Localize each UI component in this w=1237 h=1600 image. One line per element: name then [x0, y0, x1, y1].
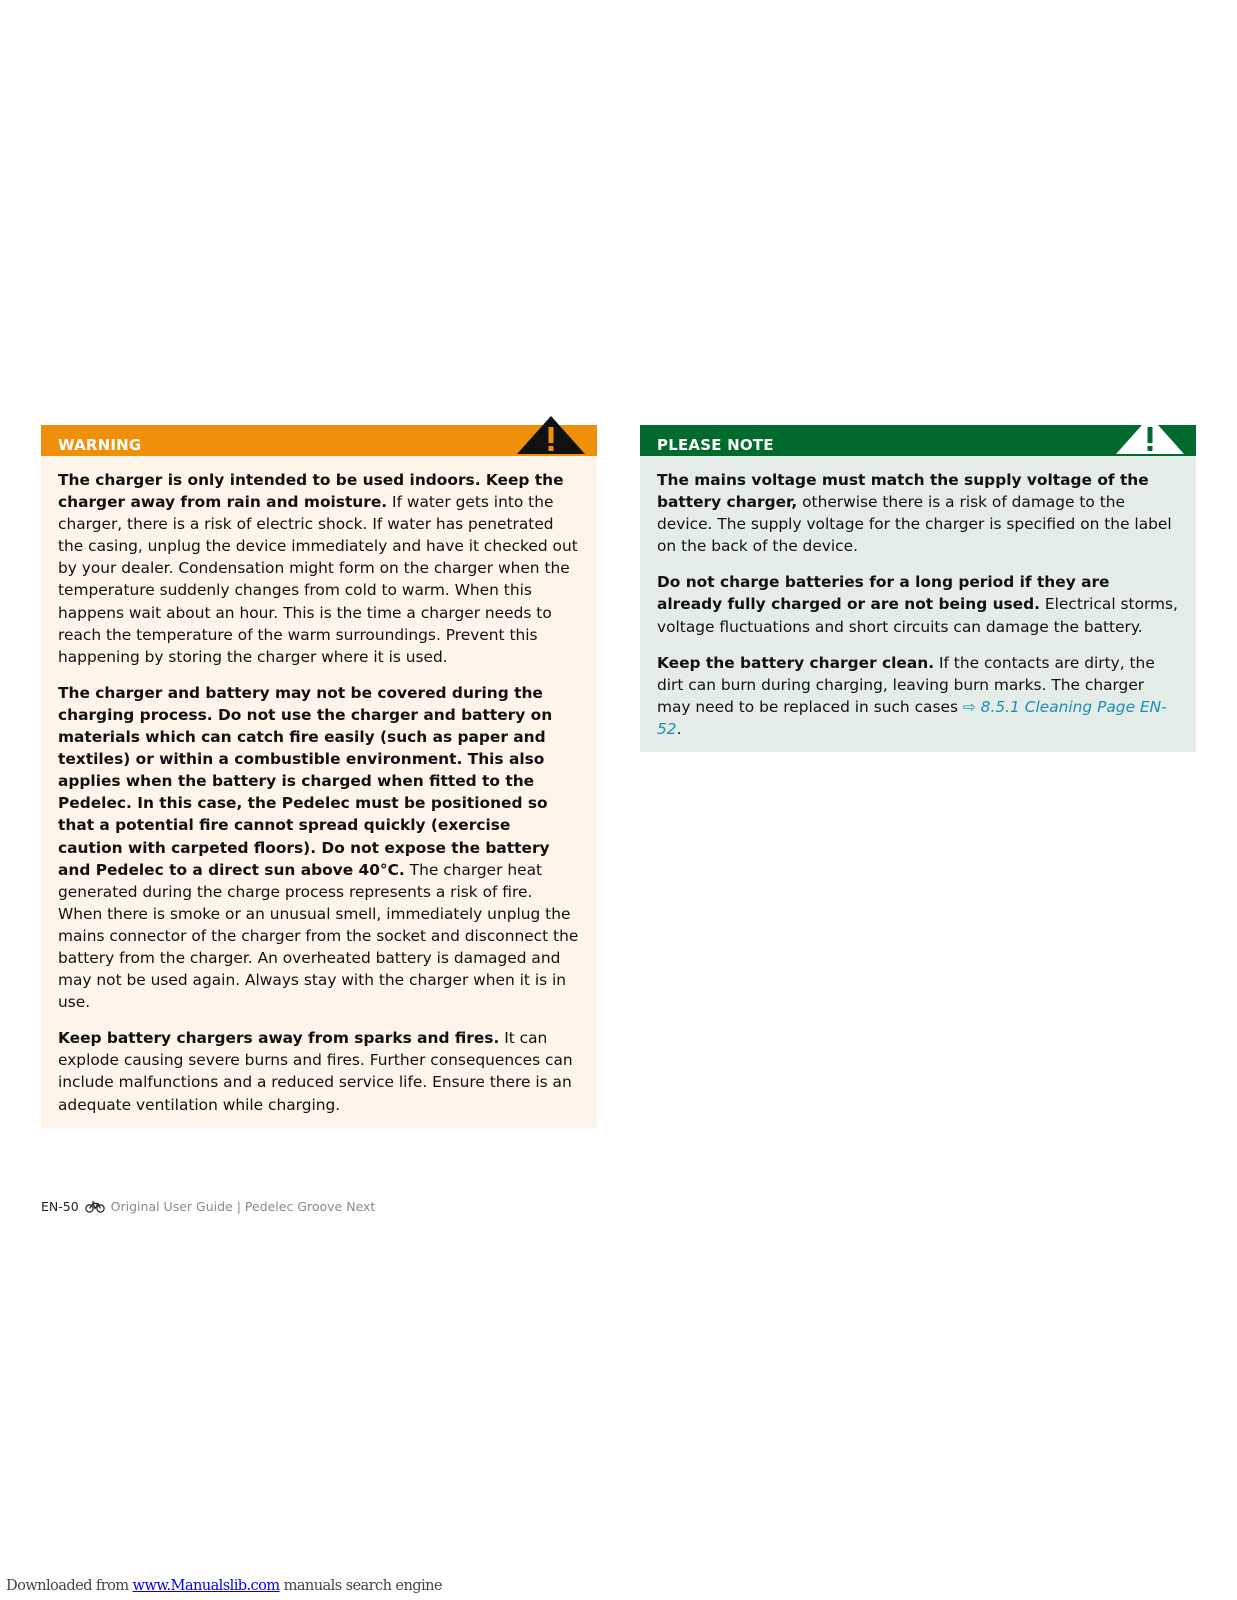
- note-paragraph-1-text: otherwise there is a risk of damage to the device. The supply voltage for the charger is specified on the label on the back of the device.: [657, 493, 1172, 556]
- warning-body: [41, 456, 597, 1128]
- note-paragraph-2-text: Electrical storms, voltage fluctuations and short circuits can damage the battery.: [657, 595, 1178, 636]
- download-notice: [6, 1577, 442, 1594]
- note-paragraph-3: [657, 652, 1179, 740]
- bicycle-icon: [85, 1201, 105, 1213]
- warning-paragraph-3-bold: Keep battery chargers away from sparks and fires.: [58, 1029, 500, 1048]
- warning-paragraph-2-text: The charger heat generated during the charge process represents a risk of fire. When there is smoke or an unusual smell, immediately unplug the mains connector of the charger from the socket and disconnect the battery from the charger. An overheated battery is damaged and may not be used again. Always stay with the charger when it is in use.: [58, 860, 579, 1012]
- manualslib-link[interactable]: www.Manualslib.com: [132, 1577, 280, 1594]
- note-box: [640, 425, 1196, 752]
- warning-paragraph-3-text: It can explode causing severe burns and fires. Further consequences can include malfunctions and a reduced service life. Ensure there is an adequate ventilation while charging.: [58, 1029, 573, 1114]
- note-paragraph-1: [657, 469, 1179, 557]
- page-footer: [41, 1199, 375, 1214]
- warning-box: [41, 425, 597, 1128]
- warning-paragraph-2-bold: The charger and battery may not be covered during the charging process. Do not use the charger and battery on materials which can catch fire easily (such as paper and textiles) or within a combustible environment. This also applies when the battery is charged when fitted to the Pedelec. In this case, the Pedelec must be positioned so that a potential fire cannot spread quickly (exercise caution with carpeted floors). Do not expose the battery and Pedelec to a direct sun above 40°C.: [58, 683, 553, 879]
- note-paragraph-3-end: .: [676, 719, 682, 738]
- note-title: PLEASE NOTE: [657, 436, 774, 454]
- warning-paragraph-1-text: If water gets into the charger, there is a risk of electric shock. If water has penetrated the casing, unplug the device immediately and have it checked out by your dealer. Condensation might form on the charger when the temperature suddenly changes from cold to warm. When this happens wait about an hour. This is the time a charger needs to reach the temperature of the warm surroundings. Prevent this happening by storing the charger where it is used.: [58, 493, 578, 666]
- footer-title: Original User Guide | Pedelec Groove Next: [110, 1199, 376, 1214]
- note-paragraph-2: [657, 571, 1179, 637]
- download-prefix: Downloaded from: [6, 1577, 133, 1594]
- note-paragraph-3-bold: Keep the battery charger clean.: [657, 653, 935, 672]
- cleaning-page-link[interactable]: ⇨ 8.5.1 Cleaning Page EN-52: [657, 697, 1167, 738]
- note-header: [640, 425, 1196, 456]
- warning-triangle-icon: [515, 414, 587, 456]
- page-number: EN-50: [41, 1199, 79, 1214]
- note-paragraph-1-bold: The mains voltage must match the supply voltage of the battery charger,: [657, 471, 1149, 512]
- warning-paragraph-1: [58, 469, 580, 668]
- warning-paragraph-1-bold: The charger is only intended to be used indoors. Keep the charger away from rain and moisture.: [58, 471, 564, 512]
- warning-paragraph-3: [58, 1027, 580, 1115]
- warning-paragraph-2: [58, 682, 580, 1013]
- download-suffix: manuals search engine: [279, 1577, 442, 1594]
- warning-header: [41, 425, 597, 456]
- exclamation-triangle-icon: [1114, 414, 1186, 456]
- warning-title: WARNING: [58, 436, 142, 454]
- note-paragraph-2-bold: Do not charge batteries for a long period if they are already fully charged or are not being used.: [657, 573, 1110, 614]
- note-paragraph-3-text: If the contacts are dirty, the dirt can burn during charging, leaving burn marks. The charger may need to be replaced in such cases: [657, 653, 1155, 716]
- note-body: [640, 456, 1196, 752]
